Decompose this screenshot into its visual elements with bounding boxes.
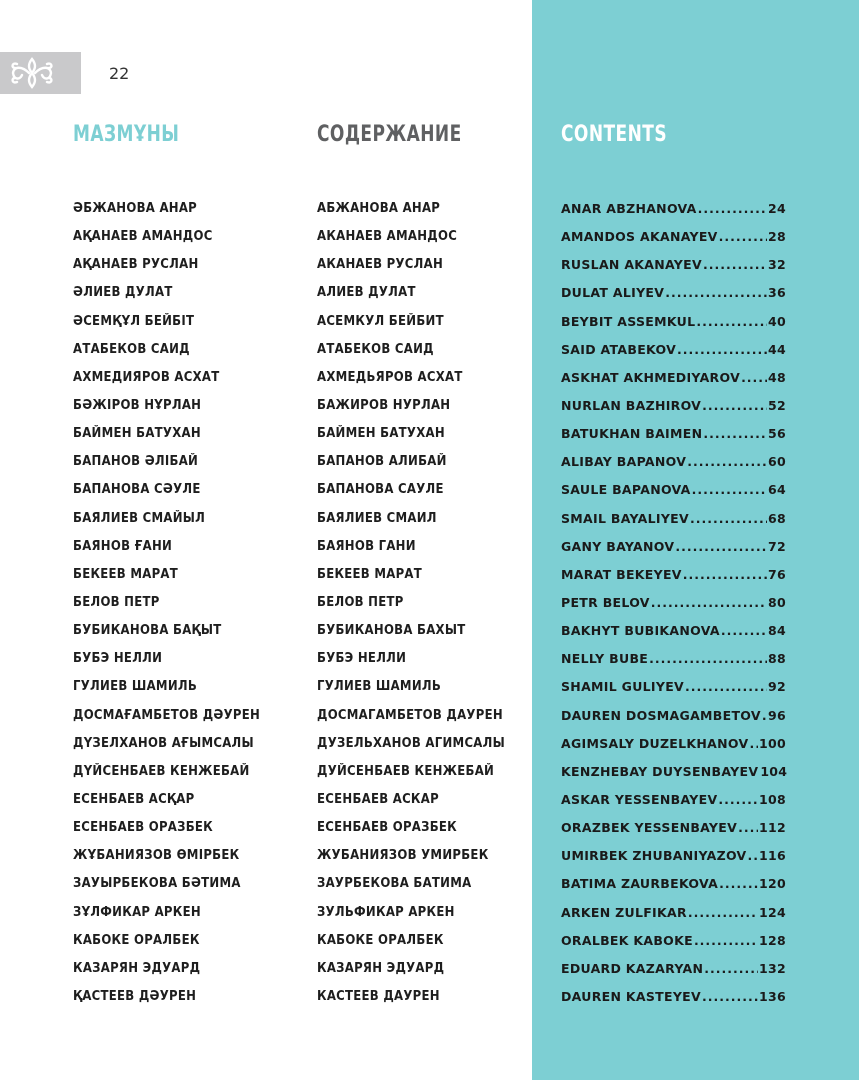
russian-name-item — [317, 648, 526, 676]
name-text: БАПАНОВА САУЛЕ — [317, 482, 444, 498]
kazakh-name-item — [73, 676, 281, 704]
name-text: АКАНАЕВ РУСЛАН — [317, 257, 444, 273]
kazakh-name-item — [73, 451, 281, 479]
kazakh-ornament-icon — [8, 56, 56, 90]
name-text: ҚАСТЕЕВ ДӘУРЕН — [73, 988, 197, 1004]
name-text: АХМЕДИЯРОВ АСХАТ — [73, 369, 220, 385]
entry-name: BEYBIT ASSEMKUL — [561, 313, 696, 329]
entry-name: GANY BAYANOV — [561, 538, 675, 554]
entry-page-number: 44 — [768, 341, 786, 357]
contents-entry[interactable] — [561, 733, 786, 761]
entry-name: ORAZBEK YESSENBAYEV — [561, 820, 738, 836]
entry-page-number: 132 — [759, 960, 786, 976]
contents-entry[interactable] — [561, 958, 786, 986]
name-text: ДОСМАГАМБЕТОВ ДАУРЕН — [317, 707, 503, 723]
russian-name-item — [317, 789, 526, 817]
contents-entry[interactable] — [561, 761, 786, 789]
entry-page-number: 36 — [768, 285, 786, 301]
entry-name: DAUREN DOSMAGAMBETOV — [561, 707, 761, 723]
entry-name: ARKEN ZULFIKAR — [561, 904, 687, 920]
contents-entry[interactable] — [561, 254, 786, 282]
dot-leader — [741, 367, 767, 389]
contents-entry[interactable] — [561, 705, 786, 733]
entry-page-number: 128 — [759, 932, 786, 948]
entry-page-number: 48 — [768, 369, 786, 385]
name-text: АТАБЕКОВ САИД — [73, 341, 190, 357]
kazakh-name-item — [73, 930, 281, 958]
kazakh-name-item — [73, 845, 281, 873]
dot-leader — [703, 254, 767, 276]
entry-name: ASKAR YESSENBAYEV — [561, 791, 718, 807]
name-text: ДУЗЕЛЬХАНОВ АГИМСАЛЫ — [317, 735, 506, 751]
entry-page-number: 76 — [768, 566, 786, 582]
contents-entry[interactable] — [561, 564, 786, 592]
kazakh-name-item — [73, 902, 281, 930]
dot-leader — [762, 705, 767, 727]
russian-name-item — [317, 873, 526, 901]
dot-leader — [702, 986, 758, 1008]
name-text: АБЖАНОВА АНАР — [317, 201, 441, 216]
dot-leader — [738, 817, 758, 839]
contents-entry[interactable] — [561, 508, 786, 536]
name-text: БУБИКАНОВА БАҚЫТ — [73, 623, 222, 639]
name-text: ГУЛИЕВ ШАМИЛЬ — [73, 679, 198, 695]
dot-leader — [749, 733, 758, 755]
kazakh-name-item — [73, 423, 281, 451]
dot-leader — [719, 873, 758, 895]
russian-name-item — [317, 902, 526, 930]
contents-entry[interactable] — [561, 620, 786, 648]
dot-leader — [702, 395, 767, 417]
contents-entry[interactable] — [561, 423, 786, 451]
entry-name: DULAT ALIYEV — [561, 285, 665, 301]
name-text: ДҮЙСЕНБАЕВ КЕНЖЕБАЙ — [73, 763, 250, 779]
russian-name-item — [317, 733, 526, 761]
entry-page-number: 72 — [768, 538, 786, 554]
name-text: БАЯЛИЕВ СМАЙЫЛ — [73, 510, 206, 526]
entry-name: NURLAN BAZHIROV — [561, 397, 702, 413]
kazakh-name-item — [73, 564, 281, 592]
kazakh-name-item — [73, 986, 281, 1014]
entry-name: AGIMSALY DUZELKHANOV — [561, 735, 749, 751]
entry-name: UMIRBEK ZHUBANIYAZOV — [561, 848, 747, 864]
entry-name: ALIBAY BAPANOV — [561, 454, 687, 470]
contents-entry[interactable] — [561, 789, 786, 817]
kazakh-name-item — [73, 592, 281, 620]
name-text: АКАНАЕВ АМАНДОС — [317, 229, 458, 245]
entry-name: EDUARD KAZARYAN — [561, 960, 704, 976]
entry-name: PETR BELOV — [561, 594, 650, 610]
entry-page-number: 88 — [768, 651, 786, 667]
dot-leader — [687, 451, 767, 473]
entry-page-number: 28 — [768, 229, 786, 245]
name-text: ӘБЖАНОВА АНАР — [73, 201, 198, 216]
dot-leader — [675, 536, 767, 558]
name-text: АЛИЕВ ДУЛАТ — [317, 285, 416, 301]
contents-entry[interactable] — [561, 198, 786, 226]
dot-leader — [748, 845, 758, 867]
dot-leader — [703, 423, 767, 445]
kazakh-name-item — [73, 282, 281, 310]
russian-title: СОДЕРЖАНИЕ — [317, 122, 462, 147]
name-text: АСЕМКУЛ БЕЙБИТ — [317, 313, 444, 329]
name-text: ЗҰЛФИКАР АРКЕН — [73, 904, 201, 920]
russian-name-item — [317, 451, 526, 479]
dot-leader — [688, 902, 758, 924]
name-text: АҚАНАЕВ РУСЛАН — [73, 257, 199, 273]
dot-leader — [649, 648, 767, 670]
kazakh-name-item — [73, 395, 281, 423]
contents-entry[interactable] — [561, 930, 786, 958]
name-text: КАЗАРЯН ЭДУАРД — [317, 960, 445, 976]
contents-entry[interactable] — [561, 226, 786, 254]
kazakh-name-item — [73, 367, 281, 395]
name-text: ӘСЕМҚҰЛ БЕЙБІТ — [73, 313, 195, 329]
entry-name: RUSLAN AKANAYEV — [561, 257, 702, 273]
entry-page-number: 100 — [759, 735, 786, 751]
english-title: CONTENTS — [561, 122, 668, 147]
russian-name-item — [317, 930, 526, 958]
kazakh-name-item — [73, 733, 281, 761]
entry-page-number: 136 — [759, 988, 786, 1004]
entry-page-number: 108 — [759, 791, 786, 807]
entry-page-number: 84 — [768, 623, 786, 639]
russian-name-item — [317, 986, 526, 1014]
name-text: АТАБЕКОВ САИД — [317, 341, 434, 357]
kazakh-name-item — [73, 479, 281, 507]
kazakh-name-item — [73, 958, 281, 986]
entry-name: BATUKHAN BAIMEN — [561, 426, 703, 442]
entry-page-number: 104 — [760, 763, 788, 779]
contents-entry[interactable] — [561, 845, 786, 873]
entry-name: BAKHYT BUBIKANOVA — [561, 623, 720, 639]
kazakh-name-item — [73, 705, 281, 733]
kazakh-name-item — [73, 648, 281, 676]
russian-name-item — [317, 254, 526, 282]
russian-name-item — [317, 676, 526, 704]
kazakh-name-item — [73, 873, 281, 901]
name-text: ЗАУРБЕКОВА БАТИМА — [317, 876, 472, 892]
dot-leader — [690, 508, 767, 530]
contents-entry[interactable] — [561, 282, 786, 310]
name-text: БЕКЕЕВ МАРАТ — [317, 566, 423, 582]
dot-leader — [694, 930, 758, 952]
name-text: БАЙМЕН БАТУХАН — [317, 426, 445, 442]
entry-name: SMAIL BAYALIYEV — [561, 510, 689, 526]
contents-entry[interactable] — [561, 311, 786, 339]
russian-name-item — [317, 845, 526, 873]
name-text: ЖУБАНИЯЗОВ УМИРБЕК — [317, 848, 489, 864]
entry-page-number: 56 — [768, 426, 786, 442]
contents-entry[interactable] — [561, 536, 786, 564]
contents-entry[interactable] — [561, 367, 786, 395]
dot-leader — [696, 311, 767, 333]
entry-page-number: 40 — [768, 313, 786, 329]
entry-page-number: 96 — [768, 707, 786, 723]
kazakh-name-item — [73, 536, 281, 564]
entry-page-number: 120 — [759, 876, 786, 892]
name-text: КАЗАРЯН ЭДУАРД — [73, 960, 201, 976]
russian-name-item — [317, 536, 526, 564]
name-text: БАЖИРОВ НУРЛАН — [317, 397, 451, 413]
ornament-badge — [0, 52, 81, 94]
name-text: БЕЛОВ ПЕТР — [73, 594, 160, 610]
name-text: ЕСЕНБАЕВ ОРАЗБЕК — [73, 820, 214, 836]
russian-name-item — [317, 226, 526, 254]
kazakh-name-item — [73, 817, 281, 845]
contents-entry[interactable] — [561, 592, 786, 620]
russian-name-item — [317, 817, 526, 845]
entry-name: ASKHAT AKHMEDIYAROV — [561, 369, 741, 385]
contents-entry[interactable] — [561, 873, 786, 901]
name-text: ДҮЗЕЛХАНОВ АҒЫМСАЛЫ — [73, 735, 254, 751]
russian-name-item — [317, 761, 526, 789]
russian-name-item — [317, 508, 526, 536]
name-text: ГУЛИЕВ ШАМИЛЬ — [317, 679, 442, 695]
name-text: БӘЖІРОВ НҰРЛАН — [73, 397, 202, 413]
contents-entry[interactable] — [561, 902, 786, 930]
entry-name: AMANDOS AKANAYEV — [561, 229, 718, 245]
entry-page-number: 24 — [768, 201, 786, 216]
name-text: БУБЭ НЕЛЛИ — [73, 651, 163, 667]
entry-name: SAULE BAPANOVA — [561, 482, 691, 498]
name-text: ЕСЕНБАЕВ АСҚАР — [73, 791, 195, 807]
dot-leader — [685, 676, 767, 698]
entry-name: ORALBEK KABOKE — [561, 932, 693, 948]
dot-leader — [698, 198, 767, 220]
russian-name-item — [317, 479, 526, 507]
entry-page-number: 64 — [768, 482, 786, 498]
kazakh-name-item — [73, 761, 281, 789]
russian-name-item — [317, 620, 526, 648]
entry-page-number: 32 — [768, 257, 786, 273]
contents-entry[interactable] — [561, 648, 786, 676]
entry-page-number: 92 — [768, 679, 786, 695]
contents-entry[interactable] — [561, 676, 786, 704]
russian-name-item — [317, 311, 526, 339]
russian-name-item — [317, 282, 526, 310]
name-text: ЗАУЫРБЕКОВА БӘТИМА — [73, 876, 241, 892]
dot-leader — [683, 564, 767, 586]
kazakh-name-item — [73, 508, 281, 536]
name-text: БЕЛОВ ПЕТР — [317, 594, 404, 610]
kazakh-name-item — [73, 198, 281, 226]
kazakh-name-item — [73, 339, 281, 367]
name-text: КАСТЕЕВ ДАУРЕН — [317, 988, 440, 1004]
russian-name-item — [317, 564, 526, 592]
contents-entry[interactable] — [561, 817, 786, 845]
contents-entry[interactable] — [561, 339, 786, 367]
name-text: БАПАНОВ АЛИБАЙ — [317, 454, 447, 470]
dot-leader — [719, 226, 767, 248]
name-text: ӘЛИЕВ ДУЛАТ — [73, 285, 173, 301]
name-text: БАПАНОВА СӘУЛЕ — [73, 482, 201, 498]
name-text: БУБЭ НЕЛЛИ — [317, 651, 407, 667]
entry-page-number: 60 — [768, 454, 786, 470]
kazakh-title: МАЗМҰНЫ — [73, 122, 180, 147]
contents-entry[interactable] — [561, 986, 786, 1014]
name-text: БУБИКАНОВА БАХЫТ — [317, 623, 466, 639]
kazakh-name-item — [73, 789, 281, 817]
name-text: БАЯНОВ ҒАНИ — [73, 538, 173, 554]
contents-entry[interactable] — [561, 451, 786, 479]
name-text: БАЯЛИЕВ СМАИЛ — [317, 510, 437, 526]
russian-name-item — [317, 705, 526, 733]
entry-page-number: 112 — [759, 820, 786, 836]
name-text: БАПАНОВ ӘЛІБАЙ — [73, 454, 199, 470]
russian-name-item — [317, 198, 526, 226]
name-text: ЖҰБАНИЯЗОВ ӨМІРБЕК — [73, 848, 240, 864]
name-text: ЕСЕНБАЕВ АСКАР — [317, 791, 439, 807]
entry-name: SAID ATABEKOV — [561, 341, 677, 357]
dot-leader — [677, 339, 767, 361]
entry-name: MARAT BEKEYEV — [561, 566, 682, 582]
entry-name: KENZHEBAY DUYSENBAYEV — [561, 763, 759, 779]
russian-name-item — [317, 395, 526, 423]
dot-leader — [651, 592, 767, 614]
russian-name-item — [317, 367, 526, 395]
entry-page-number: 116 — [759, 848, 786, 864]
kazakh-name-item — [73, 311, 281, 339]
page-number: 22 — [109, 64, 130, 83]
entry-name: BATIMA ZAURBEKOVA — [561, 876, 719, 892]
entry-page-number: 52 — [768, 397, 786, 413]
entry-name: DAUREN KASTEYEV — [561, 988, 701, 1004]
kazakh-name-item — [73, 226, 281, 254]
name-text: АҚАНАЕВ АМАНДОС — [73, 229, 213, 245]
entry-page-number: 68 — [768, 510, 786, 526]
kazakh-name-item — [73, 620, 281, 648]
russian-name-item — [317, 339, 526, 367]
russian-name-item — [317, 958, 526, 986]
name-text: БЕКЕЕВ МАРАТ — [73, 566, 179, 582]
contents-entry[interactable] — [561, 479, 786, 507]
russian-name-list — [317, 198, 526, 1014]
entry-name: NELLY BUBE — [561, 651, 649, 667]
dot-leader — [692, 479, 767, 501]
name-text: ЕСЕНБАЕВ ОРАЗБЕК — [317, 820, 458, 836]
name-text: БАЙМЕН БАТУХАН — [73, 426, 201, 442]
russian-name-item — [317, 592, 526, 620]
kazakh-name-item — [73, 254, 281, 282]
name-text: БАЯНОВ ГАНИ — [317, 538, 416, 554]
dot-leader — [721, 620, 767, 642]
name-text: ДУЙСЕНБАЕВ КЕНЖЕБАЙ — [317, 763, 495, 779]
kazakh-name-list — [73, 198, 281, 1014]
contents-entry[interactable] — [561, 395, 786, 423]
dot-leader — [718, 789, 758, 811]
name-text: ДОСМАҒАМБЕТОВ ДӘУРЕН — [73, 707, 261, 723]
name-text: КАБОКЕ ОРАЛБЕК — [317, 932, 444, 948]
english-contents-list — [561, 198, 786, 1014]
entry-name: ANAR ABZHANOVA — [561, 201, 697, 216]
dot-leader — [665, 282, 767, 304]
entry-page-number: 80 — [768, 594, 786, 610]
entry-page-number: 124 — [759, 904, 786, 920]
russian-name-item — [317, 423, 526, 451]
name-text: КАБОКЕ ОРАЛБЕК — [73, 932, 200, 948]
dot-leader — [704, 958, 758, 980]
name-text: АХМЕДЬЯРОВ АСХАТ — [317, 369, 463, 385]
entry-name: SHAMIL GULIYEV — [561, 679, 685, 695]
name-text: ЗУЛЬФИКАР АРКЕН — [317, 904, 455, 920]
